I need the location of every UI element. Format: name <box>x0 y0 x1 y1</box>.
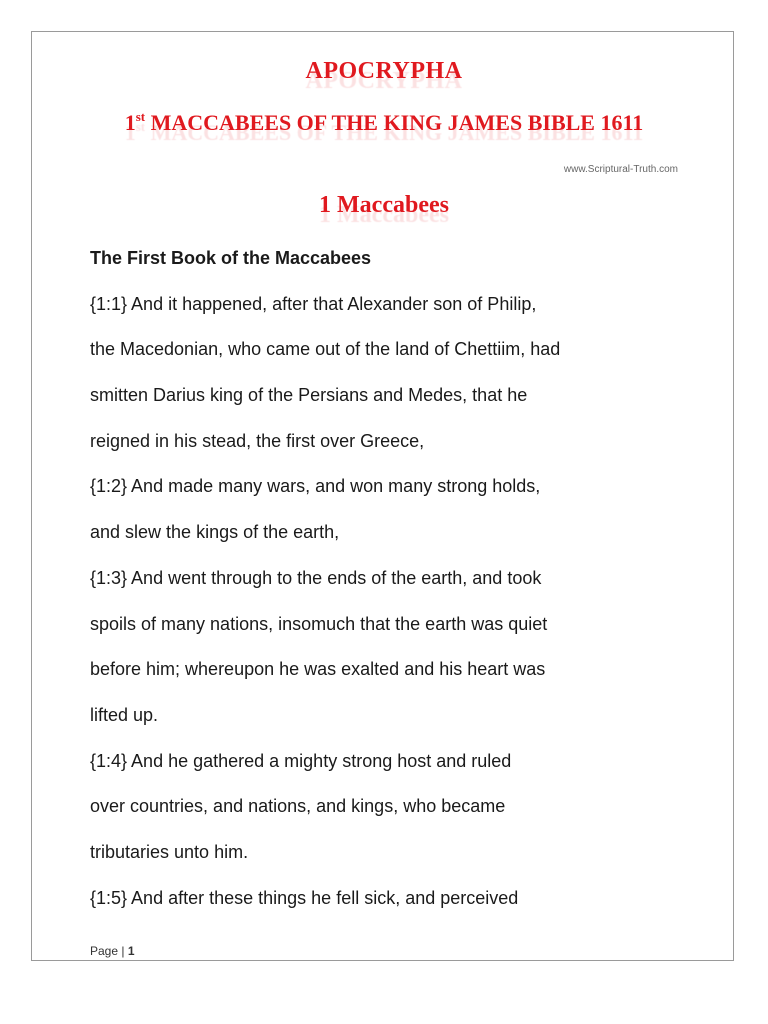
text-line: the Macedonian, who came out of the land of Chettiim, had <box>90 339 561 360</box>
page-number: 1 <box>127 944 135 958</box>
subtitle-ordinal-suffix: st <box>135 109 146 124</box>
text-line: {1:1} And it happened, after that Alexander son of Philip, <box>90 293 537 314</box>
page-label: Page <box>90 944 119 958</box>
subtitle-text: MACCABEES OF THE KING JAMES BIBLE 1611 <box>145 110 644 135</box>
text-line: smitten Darius king of the Persians and Medes, that he <box>90 385 528 406</box>
text-line: {1:2} And made many wars, and won many strong holds, <box>90 476 541 497</box>
text-line: reigned in his stead, the first over Greece, <box>90 430 425 451</box>
text-line: before him; whereupon he was exalted and his heart was <box>90 659 546 680</box>
document-subtitle <box>0 110 768 136</box>
text-line: lifted up. <box>90 704 159 725</box>
text-line: and slew the kings of the earth, <box>90 522 340 543</box>
page-footer <box>90 944 135 958</box>
text-line: spoils of many nations, insomuch that the earth was quiet <box>90 613 548 634</box>
section-heading: 1 Maccabees <box>319 192 449 218</box>
text-line: {1:3} And went through to the ends of the earth, and took <box>90 567 542 588</box>
text-line: over countries, and nations, and kings, who became <box>90 796 506 817</box>
document-title: APOCRYPHA <box>305 58 463 84</box>
text-line: tributaries unto him. <box>90 841 249 862</box>
website-link[interactable]: www.Scriptural-Truth.com <box>563 164 678 175</box>
page-separator: | <box>118 944 128 958</box>
book-title: The First Book of the Maccabees <box>90 248 372 268</box>
text-line: {1:5} And after these things he fell sick, and perceived <box>90 887 519 908</box>
text-line: {1:4} And he gathered a mighty strong host and ruled <box>90 750 512 771</box>
subtitle-ordinal: 1 <box>124 110 136 135</box>
body-text <box>90 243 690 928</box>
